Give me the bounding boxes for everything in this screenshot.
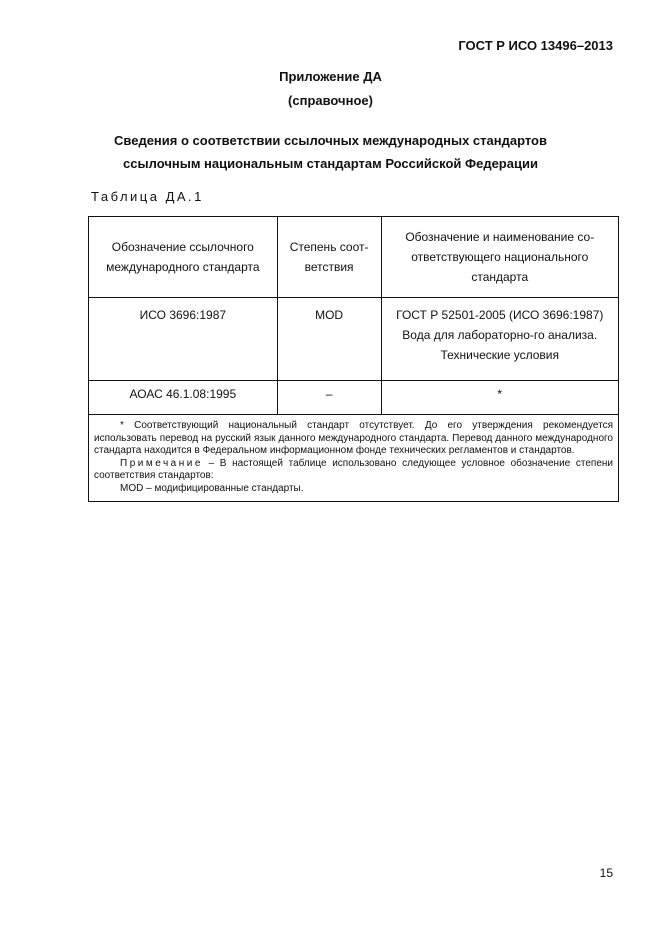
- page-number: 15: [599, 866, 613, 880]
- header-national-standard: Обозначение и наименование со-ответствующего национального стандарта: [381, 217, 619, 298]
- table-row: [89, 381, 619, 415]
- table-footnote: [89, 415, 619, 502]
- cell-intl-standard: АОАС 46.1.08:1995: [89, 381, 278, 415]
- annex-subtitle: (справочное): [288, 93, 373, 108]
- table-row: [89, 298, 619, 381]
- annex-heading-line1: Сведения о соответствии ссылочных международных стандартов: [114, 133, 547, 148]
- note-label: Примечание: [120, 457, 203, 469]
- cell-degree: –: [277, 381, 381, 415]
- document-code: ГОСТ Р ИСО 13496–2013: [458, 38, 613, 53]
- table-header-row: [89, 217, 619, 298]
- note-text: – В настоящей таблице использовано следующее условное обозначение степени соответствия стандартов:: [94, 457, 614, 481]
- annex-heading: [0, 129, 661, 175]
- header-intl-standard: Обозначение ссылочного международного стандарта: [89, 217, 278, 298]
- cell-national-standard: ГОСТ Р 52501-2005 (ИСО 3696:1987) Вода для лабораторно-го анализа. Технические условия: [381, 298, 619, 381]
- annex-heading-line2: ссылочным национальным стандартам Российской Федерации: [123, 156, 538, 171]
- table-note: [94, 458, 613, 483]
- table-label: Таблица ДА.1: [91, 189, 204, 204]
- mod-definition: MOD – модифицированные стандарты.: [120, 482, 304, 494]
- annex-title: Приложение ДА: [279, 69, 382, 84]
- cell-national-standard: *: [381, 381, 619, 415]
- cell-degree: MOD: [277, 298, 381, 381]
- correspondence-table: [88, 216, 619, 502]
- cell-intl-standard: ИСО 3696:1987: [89, 298, 278, 381]
- header-degree: Степень соот-ветствия: [277, 217, 381, 298]
- table-footnote-row: [89, 415, 619, 502]
- asterisk-footnote: * Соответствующий национальный стандарт отсутствует. До его утверждения рекомендуется использовать перевод на русский язык данного международного стандарта. Перевод данного международного стандарта находится в Федеральном информационном фонде технических регламентов и стандартов.: [94, 420, 613, 456]
